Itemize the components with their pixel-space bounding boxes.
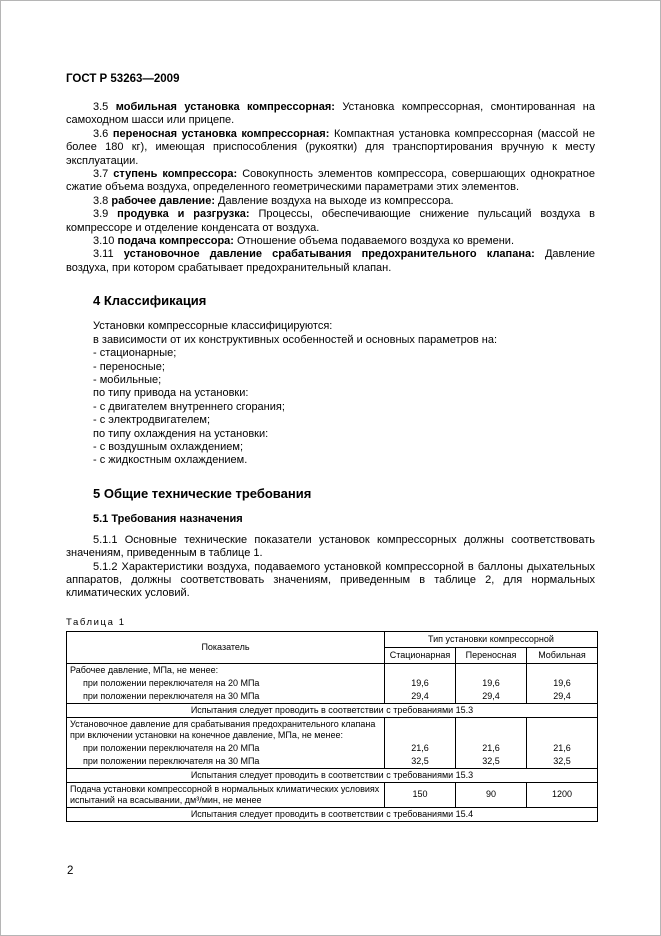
table-header-col-mobile: Мобильная [527,647,598,663]
term-number: 3.6 [93,127,109,140]
term-paragraph-3-6 [66,128,595,168]
classification-line: - с воздушным охлаждением; [93,440,244,453]
term-name: подача компрессора: [117,235,234,248]
section-5-heading: 5 Общие технические требования [93,485,312,501]
table-row-label: при положении переключателя на 20 МПа [67,677,385,690]
table-cell-value: 29,4 [385,690,456,704]
table-note-row [67,768,598,782]
classification-list [66,320,595,467]
table-cell-value: 19,6 [456,677,527,690]
paragraph-5-1-2: 5.1.2 Характеристики воздуха, подаваемого установкой компрессорной в баллоны дыхательных аппаратов, должны соответствовать значениям, приведенным в таблице 2, для нормальных климатических условий. [66,560,595,600]
classification-line: - с электродвигателем; [93,414,211,427]
table-cell-value: 32,5 [456,755,527,769]
term-paragraph-3-11 [66,248,595,275]
table-row-label: Рабочее давление, МПа, не менее: [67,663,385,677]
table-cell-value: 21,6 [385,742,456,755]
classification-line: - мобильные; [93,373,162,386]
table-cell-value: 19,6 [385,677,456,690]
term-definition: Давление воздуха на выходе из компрессора. [218,194,454,207]
table-row-switch-30-valve [67,755,598,769]
term-name: рабочее давление: [111,194,215,207]
table-cell-value [527,663,598,677]
paragraph-5-1-1: 5.1.1 Основные технические показатели установок компрессорных должны соответствовать значениям, приведенным в таблице 1. [66,533,595,560]
table-row-safety-valve [67,717,598,742]
table-note-row [67,703,598,717]
table-cell-value [527,717,598,742]
term-paragraph-3-7 [66,168,595,195]
table-row-label: Подача установки компрессорной в нормальных климатических условиях испытаний на всасывании, дм³/мин, не менее [67,782,385,807]
table-cell-value: 1200 [527,782,598,807]
table-row-label: при положении переключателя на 20 МПа [67,742,385,755]
term-name: ступень компрессора: [113,168,238,181]
table-cell-value: 21,6 [456,742,527,755]
classification-line: - с жидкостным охлаждением. [93,454,248,467]
table-cell-value: 21,6 [527,742,598,755]
table-cell-value: 90 [456,782,527,807]
table-cell-value: 29,4 [456,690,527,704]
table-row-switch-20-valve [67,742,598,755]
term-number: 3.5 [93,101,109,113]
term-definition: Отношение объема подаваемого воздуха ко времени. [237,235,514,248]
table-cell-value: 29,4 [527,690,598,704]
term-definition: Давление воздуха, при котором срабатывает предохранительный клапан. [66,248,595,274]
term-name: переносная установка компрессорная: [112,127,330,140]
term-name: продувка и разгрузка: [117,208,250,221]
term-number: 3.9 [93,208,109,221]
section-4-heading: 4 Классификация [93,293,207,309]
table-note: Испытания следует проводить в соответствии с требованиями 15.4 [67,807,598,821]
table-header-group: Тип установки компрессорной [385,631,598,647]
table-cell-value [385,717,456,742]
table-note-row [67,807,598,821]
table-header-col-stationary: Стационарная [385,647,456,663]
term-paragraph-3-10 [66,235,595,248]
table-cell-value [456,663,527,677]
classification-line: по типу охлаждения на установки: [93,427,269,440]
term-number: 3.8 [93,194,109,207]
classification-line: - с двигателем внутреннего сгорания; [93,400,285,413]
classification-line: - стационарные; [93,347,177,360]
term-number: 3.11 [93,248,114,261]
doc-header-title: ГОСТ Р 53263—2009 [66,73,180,85]
classification-line: - переносные; [93,360,165,373]
table-1 [66,631,598,822]
table-cell-value [385,663,456,677]
page-number: 2 [67,865,74,877]
classification-line: Установки компрессорные классифицируются: [93,320,333,333]
table-row-supply [67,782,598,807]
term-definition: Установка компрессорная, смонтированная на самоходном шасси или прицепе. [66,101,595,127]
term-paragraph-3-9 [66,208,595,235]
table-row-label: Установочное давление для срабатывания предохранительного клапана при включении установки на конечное давление, МПа, не менее: [67,717,385,742]
term-paragraph-3-8 [66,195,595,208]
table-row-switch-30 [67,690,598,704]
section-5-1-heading: 5.1 Требования назначения [93,512,243,525]
term-definition: Процессы, обеспечивающие снижение пульсаций воздуха в компрессоре и отделение конденсата от воздуха. [66,208,595,234]
term-paragraph-3-5 [66,101,595,128]
table-cell-value: 19,6 [527,677,598,690]
table-header-indicator: Показатель [67,631,385,663]
table-note: Испытания следует проводить в соответствии с требованиями 15.3 [67,768,598,782]
table-header-col-portable: Переносная [456,647,527,663]
term-definition: Компактная установка компрессорная (массой не более 180 кг), имеющая приспособления (рукоятки) для транспортирования вручную к месту эксплуатации. [66,127,595,167]
table-cell-value [456,717,527,742]
table-header-row-1 [67,631,598,647]
table-row-switch-20 [67,677,598,690]
term-definition: Совокупность элементов компрессора, совершающих однократное сжатие объема воздуха, определенного геометрическими параметрами этих элементов. [66,168,596,194]
classification-line: по типу привода на установки: [93,387,249,400]
term-name: мобильная установка компрессорная: [115,101,335,113]
table-cell-value: 32,5 [527,755,598,769]
classification-line: в зависимости от их конструктивных особенностей и основных параметров на: [93,333,498,346]
term-number: 3.7 [93,168,109,181]
table-caption: Таблица 1 [66,616,126,628]
table-row-label: при положении переключателя на 30 МПа [67,755,385,769]
term-number: 3.10 [93,235,115,248]
table-note: Испытания следует проводить в соответствии с требованиями 15.3 [67,703,598,717]
table-row-label: при положении переключателя на 30 МПа [67,690,385,704]
table-cell-value: 150 [385,782,456,807]
term-name: установочное давление срабатывания предохранительного клапана: [123,248,535,261]
table-cell-value: 32,5 [385,755,456,769]
table-row-working-pressure [67,663,598,677]
